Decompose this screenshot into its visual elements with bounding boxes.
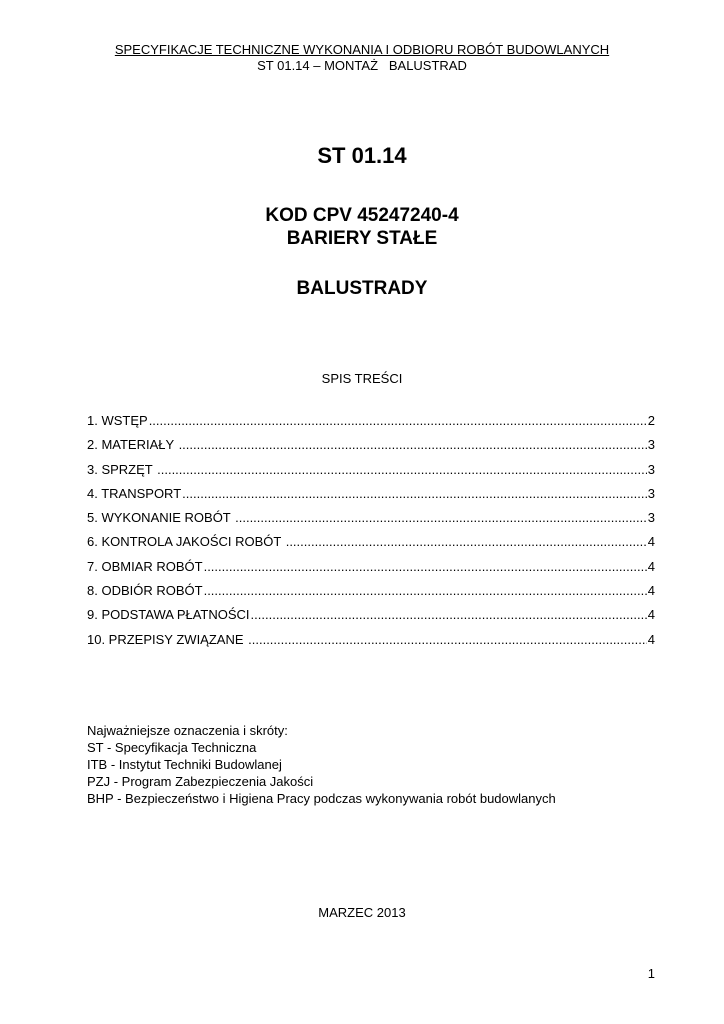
toc-item-label: 2. MATERIAŁY bbox=[87, 437, 178, 453]
toc-item-label: 6. KONTROLA JAKOŚCI ROBÓT bbox=[87, 534, 285, 550]
abbreviations-section bbox=[87, 722, 687, 807]
toc-item-page: 3 bbox=[647, 437, 655, 453]
toc-item[interactable] bbox=[87, 412, 655, 436]
abbreviation-item: ST - Specyfikacja Techniczna bbox=[87, 740, 257, 755]
toc-item-page: 4 bbox=[647, 631, 655, 647]
toc-item[interactable] bbox=[87, 558, 655, 582]
cpv-block bbox=[0, 204, 724, 250]
toc-item[interactable] bbox=[87, 533, 655, 557]
toc-item-page: 4 bbox=[647, 583, 655, 599]
toc-item-label: 1. WSTĘP bbox=[87, 413, 148, 428]
header-subtitle: ST 01.14 – MONTAŻ BALUSTRAD bbox=[257, 58, 467, 73]
table-of-contents bbox=[87, 412, 655, 655]
toc-item-label: 10. PRZEPISY ZWIĄZANE bbox=[87, 631, 248, 647]
toc-leader-dots bbox=[157, 461, 647, 479]
toc-leader-dots bbox=[251, 606, 647, 624]
toc-heading: SPIS TREŚCI bbox=[321, 371, 403, 386]
toc-leader-dots bbox=[149, 412, 647, 430]
toc-item-page: 3 bbox=[647, 510, 655, 526]
toc-item[interactable] bbox=[87, 582, 655, 606]
toc-item-page: 4 bbox=[647, 607, 655, 623]
toc-leader-dots bbox=[204, 558, 647, 576]
toc-item-page: 3 bbox=[647, 461, 655, 477]
document-date: MARZEC 2013 bbox=[318, 905, 406, 920]
toc-item-label: 4. TRANSPORT bbox=[87, 485, 182, 501]
toc-item[interactable] bbox=[87, 606, 655, 630]
toc-item-page: 4 bbox=[647, 534, 655, 550]
toc-leader-dots bbox=[248, 631, 647, 649]
abbreviation-item: ITB - Instytut Techniki Budowlanej bbox=[87, 757, 282, 772]
toc-item[interactable] bbox=[87, 461, 655, 485]
cpv-code: KOD CPV 45247240-4 bbox=[265, 205, 459, 226]
toc-item-label: 8. ODBIÓR ROBÓT bbox=[87, 583, 203, 599]
toc-item[interactable] bbox=[87, 509, 655, 533]
page-number: 1 bbox=[647, 966, 655, 981]
document-code: ST 01.14 bbox=[317, 143, 407, 168]
category-title: BARIERY STAŁE bbox=[286, 228, 438, 249]
toc-item-page: 2 bbox=[647, 413, 655, 428]
toc-item[interactable] bbox=[87, 485, 655, 509]
abbreviation-item: BHP - Bezpieczeństwo i Higiena Pracy podczas wykonywania robót budowlanych bbox=[87, 791, 556, 806]
toc-item-page: 4 bbox=[647, 558, 655, 574]
header-title: SPECYFIKACJE TECHNICZNE WYKONANIA I ODBIORU ROBÓT BUDOWLANYCH bbox=[114, 42, 610, 57]
toc-leader-dots bbox=[179, 436, 647, 454]
abbreviation-item: PZJ - Program Zabezpieczenia Jakości bbox=[87, 774, 314, 789]
toc-item-label: 5. WYKONANIE ROBÓT bbox=[87, 510, 235, 526]
toc-item-label: 3. SPRZĘT bbox=[87, 461, 157, 477]
abbreviations-heading: Najważniejsze oznaczenia i skróty: bbox=[87, 723, 288, 738]
toc-item[interactable] bbox=[87, 436, 655, 460]
toc-item[interactable] bbox=[87, 631, 655, 655]
toc-leader-dots bbox=[235, 509, 647, 527]
toc-item-page: 3 bbox=[647, 485, 655, 501]
toc-leader-dots bbox=[286, 533, 647, 551]
toc-item-label: 9. PODSTAWA PŁATNOŚCI bbox=[87, 607, 250, 623]
toc-item-label: 7. OBMIAR ROBÓT bbox=[87, 558, 203, 574]
running-header bbox=[0, 42, 724, 74]
document-subtitle: BALUSTRADY bbox=[296, 278, 428, 299]
toc-leader-dots bbox=[182, 485, 647, 503]
toc-leader-dots bbox=[204, 582, 647, 600]
